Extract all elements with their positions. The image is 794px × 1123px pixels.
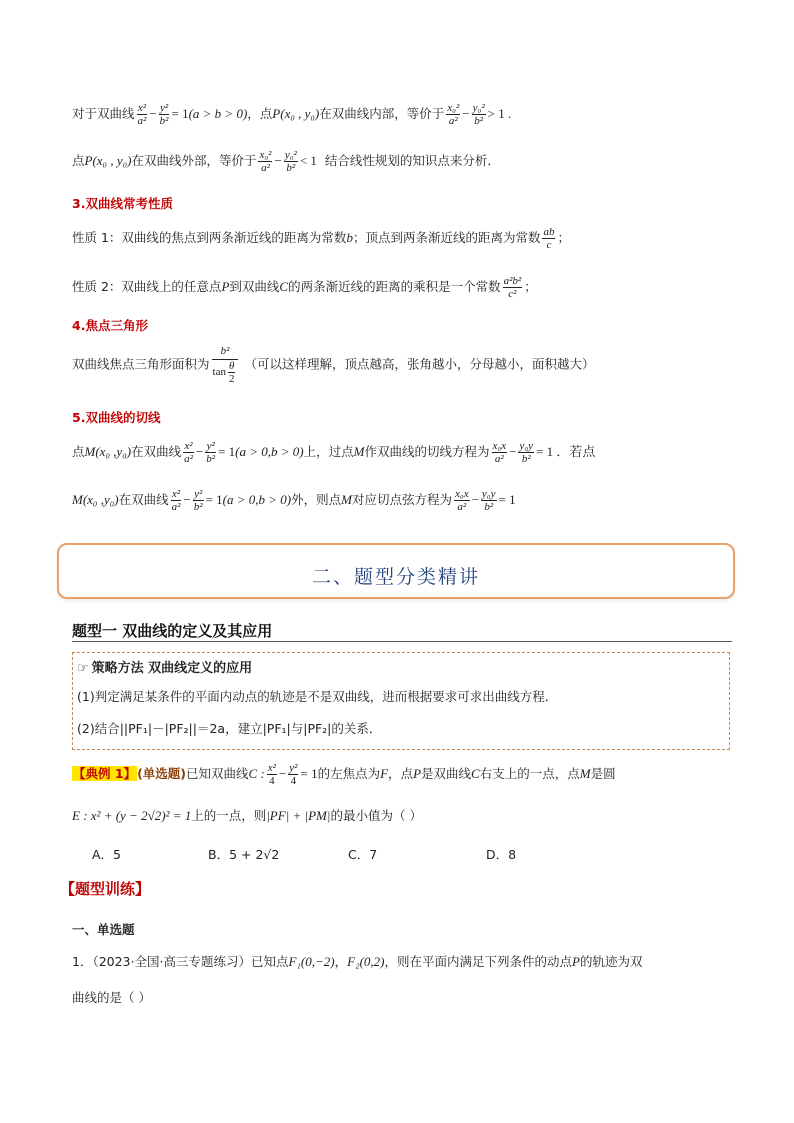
- para-exterior: 点P(x₀ , y₀)在双曲线外部，等价于 $\frac{\text{x₀²}}{\text{a²}}$ − $\frac{\text{y₀²}}{\text{b²}}$ < 1 结合线性规划的知识点来分析．: [72, 149, 500, 174]
- training-heading: 【题型训练】: [60, 880, 151, 898]
- para-interior: 对于双曲线 $\frac{\text{x²}}{\text{a²}}$ − $\frac{\text{y²}}{\text{b²}}$ = 1(a > b > 0)，点P(x₀ , y₀)在双曲线内部，等价于 $\frac{\text{x₀²}}{\text{a²}}$ − $\frac{\text{y₀²}}{\text{b²}}$ > 1 .: [72, 102, 512, 127]
- option-a: A．5: [92, 847, 122, 862]
- pointing-hand-icon: ☞: [77, 661, 89, 676]
- heading-tangent: 5.双曲线的切线: [72, 410, 161, 425]
- strategy-line-2: (2)结合||PF₁|－|PF₂||＝2a，建立|PF₁|与|PF₂|的关系．: [77, 721, 382, 736]
- property-2: 性质 2：双曲线上的任意点P到双曲线C的两条渐近线的距离的乘积是一个常数 $\frac{\text{a²b²}}{\text{c²}}$ ；: [72, 275, 537, 300]
- strategy-line-1: (1)判定满足某条件的平面内动点的轨迹是不是双曲线，进而根据要求可求出曲线方程．: [77, 689, 558, 704]
- example-1-line-2: E : x² + (y − 2√2)² = 1上的一点，则|PF| + |PM|的最小值为（ ）: [72, 808, 422, 823]
- option-b: B．5 + 2√2: [208, 847, 280, 862]
- property-1: 性质 1：双曲线的焦点到两条渐近线的距离为常数b；顶点到两条渐近线的距离为常数 $\frac{ab}{c}$ ；: [72, 226, 570, 251]
- question-1-line-1: 1．（2023·全国·高三专题练习）已知点F₁(0,−2)，F₂(0,2)，则在平面内满足下列条件的动点P的轨迹为双: [72, 954, 643, 969]
- area-fraction: b² tan $\frac{\theta}{2}$: [212, 345, 239, 385]
- strategy-title-row: ☞ 策略方法 双曲线定义的应用: [77, 661, 253, 676]
- question-1-line-2: 曲线的是（ ）: [72, 990, 151, 1005]
- example-label: 【典例 1】: [73, 766, 137, 781]
- chord-of-contact-equation: M(x₀ ,y₀)在双曲线 $\frac{\text{x²}}{\text{a²}}$ − $\frac{\text{y²}}{\text{b²}}$ = 1(a > 0,b > 0)外，则点M对应切点弦方程为 $\frac{\text{x₀x}}{\text{a²}}$ − $\frac{\text{y₀y}}{\text{b²}}$ = 1: [72, 488, 516, 513]
- section-banner: [57, 543, 735, 599]
- focal-triangle-area: 双曲线焦点三角形面积为 b² tan $\frac{\theta}{2}$ （可以这样理解，顶点越高，张角越小，分母越小，面积越大）: [72, 345, 595, 385]
- type-title: 题型一 双曲线的定义及其应用: [72, 622, 273, 640]
- heading-properties: 3.双曲线常考性质: [72, 196, 173, 211]
- single-choice-heading: 一、单选题: [72, 922, 135, 937]
- heading-focal-triangle: 4.焦点三角形: [72, 318, 148, 333]
- strategy-box: [72, 652, 730, 750]
- tangent-equation: 点M(x₀ ,y₀)在双曲线 $\frac{\text{x²}}{\text{a²}}$ − $\frac{\text{y²}}{\text{b²}}$ = 1(a > 0,b > 0)上，过点M作双曲线的切线方程为 $\frac{\text{x₀x}}{\text{a²}}$ − $\frac{\text{y₀y}}{\text{b²}}$ = 1 ．若点: [72, 440, 596, 465]
- type-title-underline: [72, 641, 732, 642]
- example-1-line-1: 【典例 1】(单选题)已知双曲线C : $\frac{\text{x²}}{4}$ − $\frac{\text{y²}}{4}$ = 1的左焦点为F，点P是双曲线C右支上的一点，点M是圆: [73, 762, 616, 787]
- option-d: D．8: [486, 847, 517, 862]
- option-c: C．7: [348, 847, 378, 862]
- section-banner-title: 二、题型分类精讲: [311, 566, 480, 588]
